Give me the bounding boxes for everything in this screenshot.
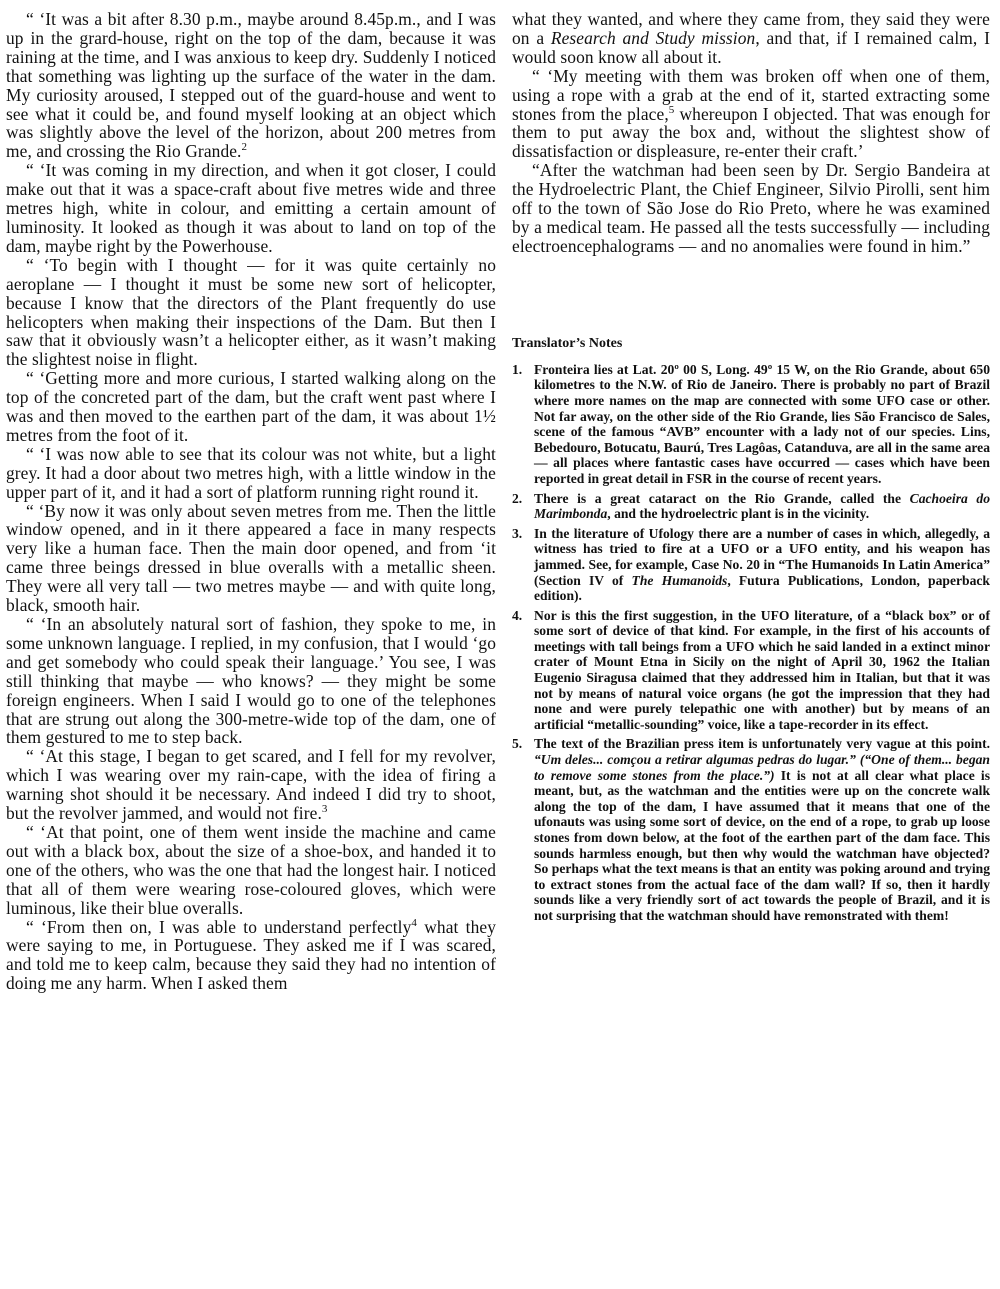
body-paragraph: “ ‘It was coming in my direction, and when it got closer, I could make out that it was a space-craft about five metres wide and three metres high, white in colour, and emitting a certain amount of luminosity. It looked as though it was about to land on top of the dam, maybe right by the Powerhouse. <box>6 160 496 256</box>
body-paragraph: “ ‘My meeting with them was broken off when one of them, using a rope with a grab at the end of it, started extracting some stones from the place,$^5$ whereupon I objected. That was enough for them to put away the box and, without the slightest show of dissatisfaction or displeasure, re-enter their craft.’ <box>512 65 990 162</box>
note-item <box>512 362 990 487</box>
footnote-ref: 5 <box>668 103 675 116</box>
body-paragraph: “After the watchman had been seen by Dr. Sergio Bandeira at the Hydroelectric Plant, the Chief Engineer, Silvio Pirolli, sent him off to the town of São Jose do Rio Preto, where he was examined by a medical team. He passed all the tests successfully — including electroencephalograms — and no anomalies were found in him.” <box>512 160 990 256</box>
body-paragraph: “ ‘Getting more and more curious, I started walking along on the top of the concreted part of the dam, but the craft went past where I was and then moved to the earthen part of the dam, it was about 1½ metres from the foot of it. <box>6 368 496 445</box>
note-text: Fronteira lies at Lat. 20º 00 S, Long. 49º 15 W, on the Rio Grande, about 650 kilometres to the N.W. of Rio de Janeiro. There is probably no part of Brazil where more names on the map are connected with some UFO case or other. Not far away, on the other side of the Rio Grande, lies São Francisco de Sales, scene of the famous “AVB” encounter with a lady not of our species. Lins, Bebedouro, Botucatu, Baurú, Tres Lagôas, Catanduva, are all in the same area — all places where fantastic cases have occurred — cases which have been reported in great detail in FSR in the course of recent years. <box>534 361 990 486</box>
note-text: Nor is this the first suggestion, in the UFO literature, of a “black box” or of some sort of device of that kind. For example, in the first of his accounts of meetings with tall beings from a UFO which he said landed in a extinct minor crater of Mount Etna in Sicily on the night of April 30, 1962 the Italian Eugenio Siragusa claimed that they addressed him in Italian, but that it was not by means of natural voice organs (he got the impression that they had none and were purely telepathic one with another) but by means of an artificial “metallic-sounding” voice, like a tape-recorder in its effect. <box>534 607 990 732</box>
note-text: The text of the Brazilian press item is unfortunately very vague at this point. “Um deles... comçou a retirar algumas pedras do lugar.” (“One of them... began to remove some stones from the place.”) It is not at all clear what place is meant, but, as the watchman and the entities were up on the concrete walk along the top of the dam, I have assumed that it means that one of the ufonauts was using some sort of device, on the end of a rope, to grab up loose stones from down below, at the foot of the earthen part of the dam face. This sounds harmless enough, but then why would the watchman have objected? So perhaps what the text means is that an entity was poking around and trying to extract stones from the actual face of the dam wall? If so, then it hardly sounds like a very friendly sort of act towards the people of Brazil, and it is not surprising that the watchman should have remonstrated with them! <box>534 736 990 923</box>
body-paragraph: “ ‘At this stage, I began to get scared, and I fell for my revolver, which I was wearing over my rain-cape, with the idea of firing a warning shot should it be necessary. And indeed I did try to shoot, but the revolver jammed, and would not fire.$^3$ <box>6 746 496 824</box>
note-number: 5. <box>512 736 523 752</box>
note-item <box>512 736 990 923</box>
emphasis: Research and Study mission <box>550 27 756 48</box>
note-item <box>512 526 990 604</box>
body-paragraph: “ ‘In an absolutely natural sort of fashion, they spoke to me, in some unknown language. I replied, in my confusion, that I would ‘go and get somebody who could speak their language.’ You see, I was still thinking that maybe — who knows? — they might be some foreign engineers. When I said I would go to one of the telephones that are strung out along the 300-metre-wide top of the dam, one of them gestured to me to step back. <box>6 614 496 748</box>
note-number: 3. <box>512 525 523 541</box>
footnote-ref: 3 <box>321 803 328 816</box>
body-paragraph: “ ‘By now it was only about seven metres from me. Then the little window opened, and in it there appeared a face in many respects very like a human face. Then the main door opened, and from ‘it came three beings dressed in blue overalls with a metallic sheen. They were all very tall — two metres maybe — and with quite long, black, smooth hair. <box>6 500 496 616</box>
note-number: 2. <box>512 490 523 506</box>
note-number: 1. <box>512 361 523 377</box>
body-paragraph: “ ‘I was now able to see that its colour was not white, but a light grey. It had a door about two metres high, with a little window in the upper part of it, and it had a sort of platform running right round it. <box>6 443 496 502</box>
right-column <box>512 10 990 928</box>
notes-heading: Translator’s Notes <box>512 335 623 351</box>
note-item <box>512 608 990 733</box>
footnote-ref: 4 <box>411 916 418 929</box>
body-paragraph: “ ‘To begin with I thought — for it was quite certainly no aeroplane — I thought it must be some new sort of helicopter, because I know that the directors of the Plant frequently do use helicopters when making their inspections of the Dam. But then I saw that it obviously wasn’t a helicopter either, as it wasn’t making the slightest noise in flight. <box>6 254 496 370</box>
note-text: There is a great cataract on the Rio Grande, called the Cachoeira do Marimbonda, and the hydroelectric plant is in the vicinity. <box>534 490 990 522</box>
body-paragraph: “ ‘From then on, I was able to understand perfectly$^4$ what they were saying to me, in Portuguese. They asked me if I was scared, and told me to keep calm, because they said they had no intention of doing me any harm. When I asked them <box>6 916 497 994</box>
footnote-ref: 2 <box>241 141 248 154</box>
note-item <box>512 491 990 522</box>
body-paragraph: “ ‘It was a bit after 8.30 p.m., maybe around 8.45p.m., and I was up in the grard-house, right on the top of the dam, because it was raining at the time, and I was anxious to keep dry. Suddenly I noticed that something was lighting up the surface of the water in the dam. My curiosity aroused, I stepped out of the guard-house and went to see what it could be, and found myself looking at an object which was slightly above the level of the horizon, about 200 metres from me, and crossing the Rio Grande.$^2$ <box>6 9 496 162</box>
translators-notes <box>512 336 990 924</box>
left-column <box>6 10 496 993</box>
body-paragraph: “ ‘At that point, one of them went inside the machine and came out with a black box, about the size of a shoe-box, and handed it to one of the others, who was the one that had the longest hair. I noticed that all of them were wearing rose-coloured gloves, which were luminous, like their blue overalls. <box>6 821 496 918</box>
note-number: 4. <box>512 607 523 623</box>
note-text: In the literature of Ufology there are a number of cases in which, allegedly, a witness has tried to fire at a UFO or a UFO entity, and his weapon has jammed. See, for example, Case No. 20 in “The Humanoids In Latin America” (Section IV of The Humanoids, Futura Publications, London, paperback edition). <box>534 525 990 604</box>
body-paragraph: what they wanted, and where they came from, they said they were on a Research and Study mission, and that, if I remained calm, I would soon know all about it. <box>512 9 990 67</box>
